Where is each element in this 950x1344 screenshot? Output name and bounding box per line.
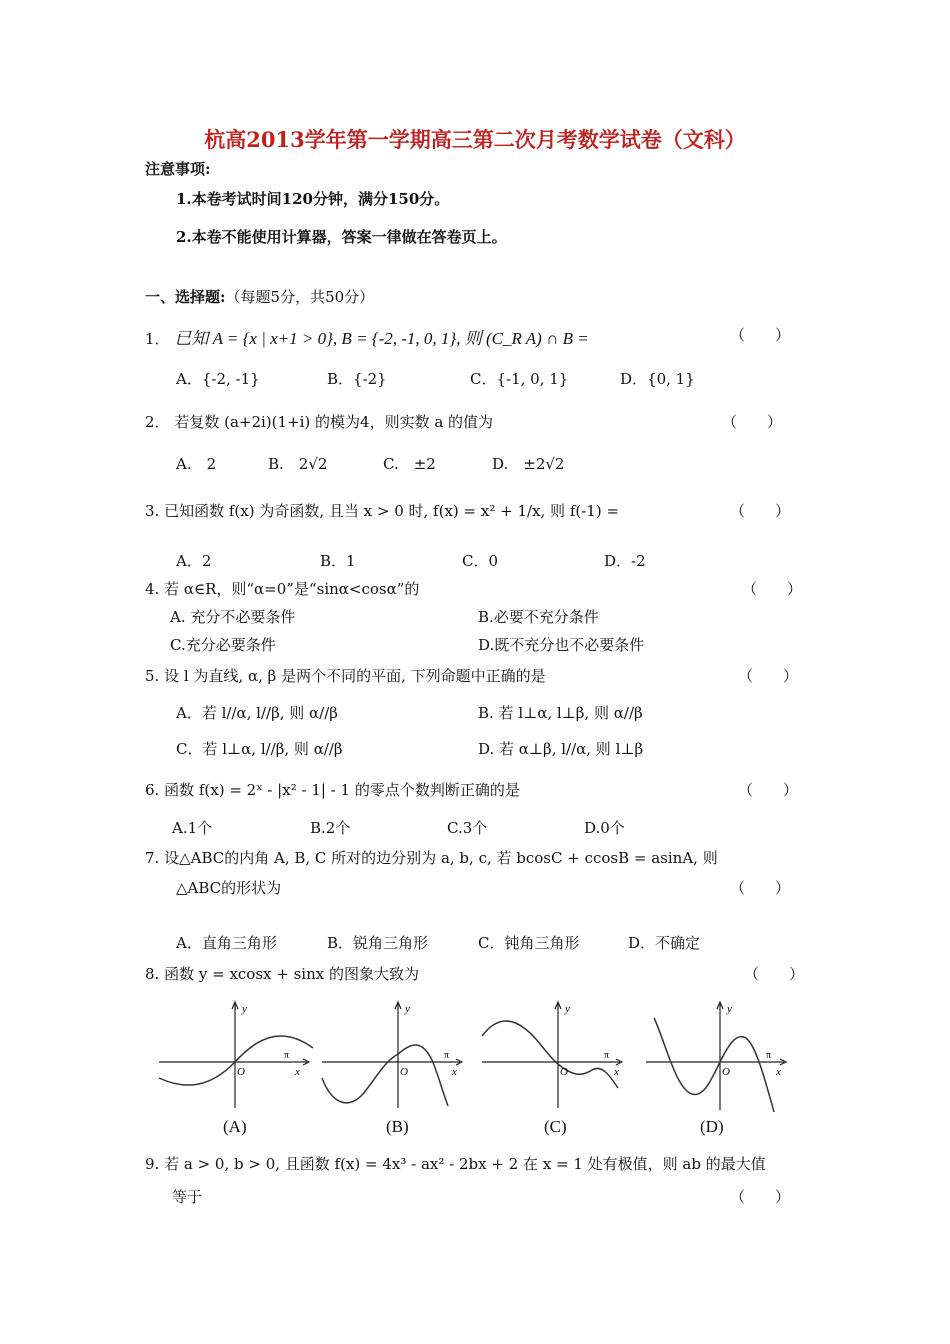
graph-a-label: (A)	[223, 1117, 247, 1136]
option-4a: A. 充分不必要条件	[170, 608, 296, 626]
question-7	[145, 847, 718, 868]
y-axis-label: y	[405, 1003, 410, 1015]
question-text: 若复数 (a+2i)(1+i) 的模为4，则实数 a 的值为	[174, 413, 494, 431]
question-9-line2: 等于	[172, 1188, 203, 1206]
x-axis-label: x	[452, 1066, 457, 1078]
option-1c: C．{-1, 0, 1}	[470, 370, 569, 388]
question-number: 9.	[145, 1155, 160, 1173]
question-8	[145, 963, 419, 984]
page-title: 杭高2013学年第一学期高三第二次月考数学试卷（文科）	[204, 127, 746, 152]
question-7-line2: △ABC的形状为	[176, 879, 282, 897]
answer-paren-9: （ ）	[730, 1188, 791, 1206]
question-number: 1．	[145, 330, 170, 348]
graph-a	[155, 998, 315, 1113]
option-5c: C．若 l⊥α, l//β, 则 α//β	[176, 740, 343, 758]
section-title: 一、选择题:	[145, 288, 226, 306]
question-number: 7.	[145, 849, 160, 867]
option-4c: C.充分必要条件	[170, 636, 276, 654]
x-axis-label: x	[776, 1066, 781, 1078]
option-3b: B．1	[320, 552, 356, 570]
option-4b: B.必要不充分条件	[478, 608, 599, 626]
graph-b-label: (B)	[386, 1117, 409, 1136]
notice-item-2: 2.本卷不能使用计算器，答案一律做在答卷页上。	[176, 228, 507, 246]
question-text: 若 α∈R，则“α=0”是“sinα<cosα”的	[164, 580, 420, 598]
question-2	[145, 411, 493, 432]
question-text: 若 a > 0, b > 0, 且函数 f(x) = 4x³ - ax² - 2bx + 2 在 x = 1 处有极值，则 ab 的最大值	[164, 1155, 766, 1173]
answer-paren-2: （ ）	[722, 413, 783, 431]
option-7b: B．锐角三角形	[327, 934, 429, 952]
question-text: 函数 y = xcosx + sinx 的图象大致为	[164, 965, 419, 983]
graph-d-label: (D)	[700, 1117, 724, 1136]
option-1d: D．{0, 1}	[620, 370, 695, 388]
option-1a: A．{-2, -1}	[176, 370, 260, 388]
question-6	[145, 779, 520, 800]
section-heading	[145, 286, 374, 307]
origin-label: O	[400, 1066, 408, 1078]
answer-paren-8: （ ）	[744, 965, 805, 983]
pi-label: π	[284, 1050, 290, 1061]
option-1b: B．{-2}	[327, 370, 387, 388]
question-text: 已知 A = {x | x+1 > 0}, B = {-2, -1, 0, 1}, 则 (C_R A) ∩ B =	[174, 329, 589, 348]
answer-paren-5: （ ）	[738, 667, 799, 685]
x-axis-label: x	[295, 1066, 300, 1078]
graph-c-label: (C)	[544, 1117, 567, 1136]
option-4d: D.既不充分也不必要条件	[478, 636, 645, 654]
question-text: 已知函数 f(x) 为奇函数, 且当 x > 0 时, f(x) = x² + 1/x, 则 f(-1) =	[164, 502, 620, 520]
question-number: 3.	[145, 502, 160, 520]
option-2d: D. ±2√2	[492, 455, 565, 473]
question-4	[145, 578, 419, 599]
option-3d: D．-2	[604, 552, 646, 570]
option-7a: A．直角三角形	[176, 934, 277, 952]
question-1	[145, 324, 589, 349]
graph-b	[318, 998, 468, 1113]
question-5	[145, 665, 546, 686]
y-axis-label: y	[727, 1003, 732, 1015]
option-2a: A. 2	[176, 455, 217, 473]
question-text: 设△ABC的内角 A, B, C 所对的边分别为 a, b, c, 若 bcosC + ccosB = asinA, 则	[164, 849, 718, 867]
pi-label: π	[444, 1050, 450, 1061]
option-6c: C.3个	[447, 819, 488, 837]
option-5b: B. 若 l⊥α, l⊥β, 则 α//β	[478, 704, 643, 722]
section-note: （每题5分，共50分）	[225, 288, 375, 306]
notice-heading: 注意事项:	[145, 160, 211, 178]
answer-paren-4: （ ）	[742, 580, 803, 598]
option-6a: A.1个	[172, 819, 213, 837]
answer-paren-6: （ ）	[738, 781, 799, 799]
question-3	[145, 500, 619, 521]
question-number: 2．	[145, 413, 170, 431]
question-text: 函数 f(x) = 2ˣ - |x² - 1| - 1 的零点个数判断正确的是	[164, 781, 520, 799]
y-axis-label: y	[242, 1003, 247, 1015]
origin-label: O	[560, 1066, 568, 1078]
graph-d	[642, 998, 792, 1118]
question-number: 5.	[145, 667, 160, 685]
x-axis-label: x	[614, 1066, 619, 1078]
answer-paren-7: （ ）	[730, 879, 791, 897]
answer-paren-1: （ ）	[730, 326, 791, 344]
y-axis-label: y	[565, 1003, 570, 1015]
option-3c: C．0	[462, 552, 499, 570]
origin-label: O	[237, 1066, 245, 1078]
origin-label: O	[722, 1066, 730, 1078]
option-3a: A．2	[176, 552, 212, 570]
option-7d: D．不确定	[628, 934, 701, 952]
question-number: 4.	[145, 580, 160, 598]
option-2c: C. ±2	[383, 455, 436, 473]
question-number: 6.	[145, 781, 160, 799]
question-9	[145, 1153, 766, 1174]
option-5d: D. 若 α⊥β, l//α, 则 l⊥β	[478, 740, 644, 758]
option-6d: D.0个	[584, 819, 625, 837]
option-5a: A．若 l//α, l//β, 则 α//β	[176, 704, 338, 722]
graph-c	[478, 998, 628, 1113]
option-7c: C．钝角三角形	[478, 934, 580, 952]
question-number: 8.	[145, 965, 160, 983]
option-6b: B.2个	[310, 819, 351, 837]
answer-paren-3: （ ）	[730, 502, 791, 520]
pi-label: π	[604, 1050, 610, 1061]
notice-item-1: 1.本卷考试时间120分钟，满分150分。	[176, 190, 450, 208]
question-text: 设 l 为直线, α, β 是两个不同的平面, 下列命题中正确的是	[164, 667, 546, 685]
option-2b: B. 2√2	[268, 455, 328, 473]
pi-label: π	[766, 1050, 772, 1061]
